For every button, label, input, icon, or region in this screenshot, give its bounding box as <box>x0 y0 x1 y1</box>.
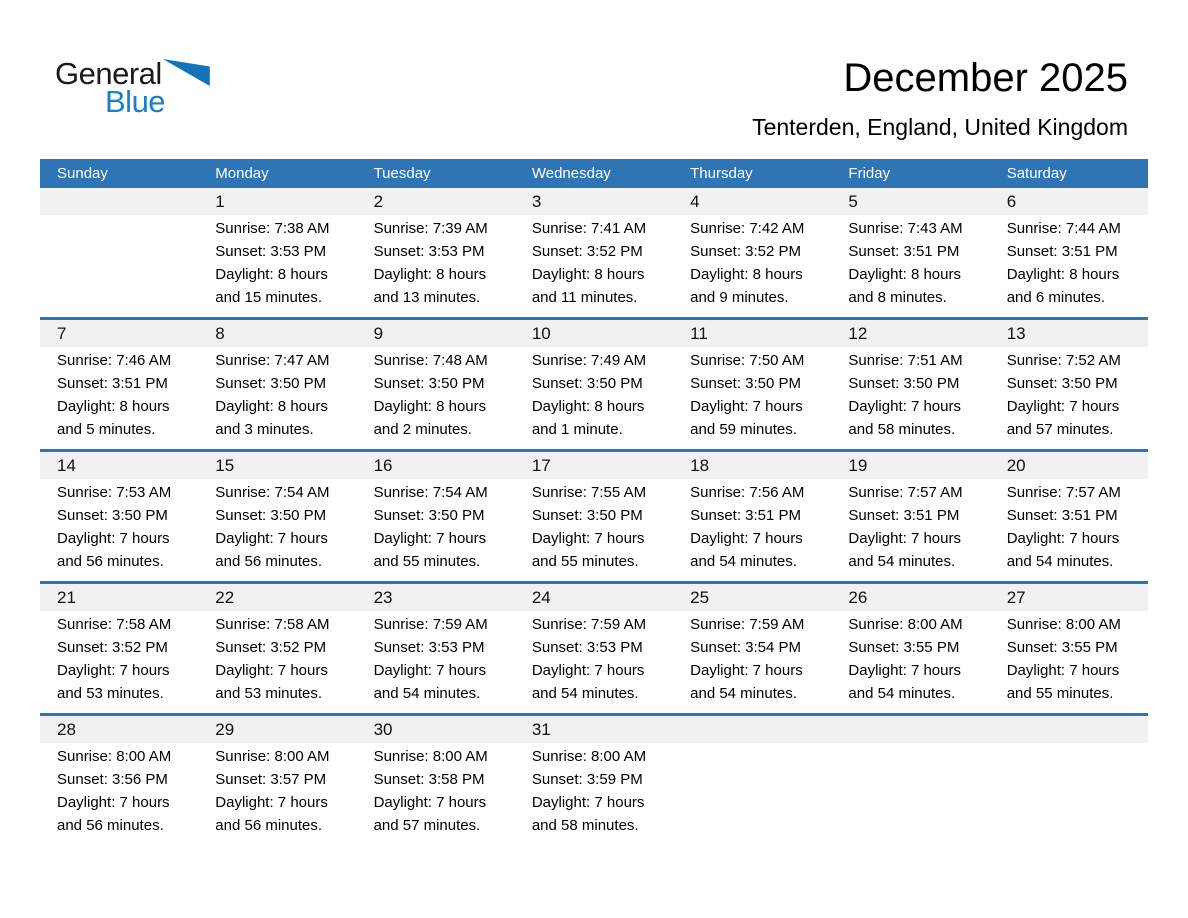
week-row <box>40 188 1148 317</box>
daylight-text-line1: Daylight: 8 hours <box>690 266 803 283</box>
sunset-text: Sunset: 3:50 PM <box>373 375 485 392</box>
sunset-text: Sunset: 3:50 PM <box>57 507 168 524</box>
daylight-text-line2: and 13 minutes. <box>373 289 481 306</box>
daylight-text-line2: and 54 minutes. <box>848 685 956 702</box>
weekday-header-saturday: Saturday <box>1006 165 1067 182</box>
sunset-text: Sunset: 3:56 PM <box>57 771 168 788</box>
day-number: 21 <box>57 588 76 607</box>
day-number: 1 <box>215 192 225 211</box>
daylight-text-line2: and 55 minutes. <box>531 553 639 570</box>
daylight-text-line1: Daylight: 7 hours <box>57 662 170 679</box>
daylight-text-line1: Daylight: 8 hours <box>373 398 487 415</box>
day-cell <box>515 479 673 581</box>
daylight-text-line2: and 54 minutes. <box>848 553 956 570</box>
sunrise-text: Sunrise: 7:58 AM <box>215 616 330 633</box>
day-cell <box>357 479 515 581</box>
daylight-text-line2: and 6 minutes. <box>1006 289 1106 306</box>
sunset-text: Sunset: 3:52 PM <box>531 243 643 260</box>
sunrise-text: Sunrise: 7:42 AM <box>690 220 805 237</box>
empty-day-cell <box>831 743 989 845</box>
daylight-text-line1: Daylight: 7 hours <box>690 398 803 415</box>
daylight-text-line2: and 58 minutes. <box>848 421 956 438</box>
day-cell <box>673 479 831 581</box>
day-number: 17 <box>531 456 551 475</box>
weekday-header-thursday: Thursday <box>690 165 753 182</box>
logo-text-blue: Blue <box>105 84 166 119</box>
empty-day-number <box>990 716 1148 743</box>
weekday-header-row <box>40 159 1148 188</box>
sunrise-text: Sunrise: 8:00 AM <box>57 748 172 765</box>
sunset-text: Sunset: 3:58 PM <box>373 771 485 788</box>
day-details-band <box>40 479 1148 581</box>
daylight-text-line2: and 53 minutes. <box>215 685 323 702</box>
day-number: 28 <box>57 720 76 739</box>
sunrise-text: Sunrise: 8:00 AM <box>215 748 330 765</box>
daylight-text-line1: Daylight: 8 hours <box>1006 266 1120 283</box>
sunrise-text: Sunrise: 7:52 AM <box>1006 352 1121 369</box>
empty-day-number <box>40 188 198 215</box>
sunset-text: Sunset: 3:53 PM <box>373 639 485 656</box>
day-number: 6 <box>1006 192 1017 211</box>
day-cell <box>515 743 673 845</box>
sunrise-text: Sunrise: 7:47 AM <box>215 352 330 369</box>
day-cell <box>198 215 356 317</box>
daylight-text-line1: Daylight: 7 hours <box>531 794 645 811</box>
day-number: 20 <box>1006 456 1026 475</box>
day-cell <box>990 479 1148 581</box>
daylight-text-line1: Daylight: 8 hours <box>215 266 328 283</box>
page-subtitle: Tenterden, England, United Kingdom <box>752 114 1128 140</box>
daylight-text-line1: Daylight: 7 hours <box>690 662 803 679</box>
daylight-text-line2: and 11 minutes. <box>531 289 638 306</box>
day-cell <box>673 215 831 317</box>
sunrise-text: Sunrise: 7:39 AM <box>373 220 488 237</box>
weekday-header-sunday: Sunday <box>57 165 108 182</box>
daylight-text-line1: Daylight: 8 hours <box>57 398 170 415</box>
daylight-text-line2: and 57 minutes. <box>373 817 481 834</box>
day-number: 16 <box>373 456 393 475</box>
general-blue-logo <box>55 58 210 117</box>
day-cell <box>831 479 989 581</box>
daylight-text-line1: Daylight: 7 hours <box>373 794 487 811</box>
empty-day-cell <box>40 215 198 317</box>
daylight-text-line1: Daylight: 7 hours <box>373 662 487 679</box>
sunrise-text: Sunrise: 7:44 AM <box>1006 220 1121 237</box>
daylight-text-line1: Daylight: 7 hours <box>531 662 645 679</box>
sunset-text: Sunset: 3:52 PM <box>215 639 327 656</box>
day-number: 31 <box>531 720 551 739</box>
week-row <box>40 713 1148 845</box>
sunrise-text: Sunrise: 7:59 AM <box>373 616 488 633</box>
daylight-text-line1: Daylight: 8 hours <box>215 398 328 415</box>
sunrise-text: Sunrise: 7:57 AM <box>1006 484 1121 501</box>
day-number: 27 <box>1006 588 1026 607</box>
sunset-text: Sunset: 3:55 PM <box>848 639 960 656</box>
day-number: 4 <box>690 192 700 211</box>
day-cell <box>40 743 198 845</box>
day-number: 12 <box>848 324 868 343</box>
sunrise-text: Sunrise: 7:53 AM <box>57 484 172 501</box>
daylight-text-line1: Daylight: 7 hours <box>57 794 170 811</box>
sunset-text: Sunset: 3:52 PM <box>690 243 802 260</box>
day-cell <box>990 215 1148 317</box>
sunset-text: Sunset: 3:52 PM <box>57 639 168 656</box>
day-cell <box>831 347 989 449</box>
daylight-text-line1: Daylight: 7 hours <box>848 662 961 679</box>
weeks-container <box>40 188 1148 845</box>
sunset-text: Sunset: 3:51 PM <box>848 243 960 260</box>
day-cell <box>673 611 831 713</box>
daylight-text-line1: Daylight: 7 hours <box>1006 530 1120 547</box>
daylight-text-line1: Daylight: 7 hours <box>215 794 328 811</box>
daylight-text-line2: and 55 minutes. <box>1006 685 1114 702</box>
daylight-text-line1: Daylight: 7 hours <box>215 662 328 679</box>
day-number-band <box>40 584 1148 611</box>
sunset-text: Sunset: 3:50 PM <box>531 507 643 524</box>
weekday-header-wednesday: Wednesday <box>531 165 611 182</box>
sunset-text: Sunset: 3:50 PM <box>1006 375 1118 392</box>
logo-triangle-icon <box>163 59 210 86</box>
day-number: 18 <box>690 456 710 475</box>
day-cell <box>40 611 198 713</box>
day-number: 26 <box>848 588 868 607</box>
day-details-band <box>40 215 1148 317</box>
daylight-text-line1: Daylight: 7 hours <box>690 530 803 547</box>
day-number: 29 <box>215 720 235 739</box>
day-cell <box>198 479 356 581</box>
daylight-text-line2: and 56 minutes. <box>57 817 164 834</box>
day-cell <box>673 347 831 449</box>
week-row <box>40 581 1148 713</box>
day-cell <box>831 215 989 317</box>
sunrise-text: Sunrise: 8:00 AM <box>1006 616 1121 633</box>
day-details-band <box>40 611 1148 713</box>
day-number: 13 <box>1006 324 1026 343</box>
day-cell <box>357 743 515 845</box>
daylight-text-line1: Daylight: 7 hours <box>215 530 328 547</box>
page-title: December 2025 <box>843 56 1128 100</box>
daylight-text-line2: and 8 minutes. <box>848 289 947 306</box>
empty-day-number <box>831 716 989 743</box>
weekday-header-friday: Friday <box>848 165 891 182</box>
daylight-text-line1: Daylight: 7 hours <box>1006 398 1120 415</box>
empty-day-cell <box>990 743 1148 845</box>
sunset-text: Sunset: 3:55 PM <box>1006 639 1118 656</box>
calendar-table <box>40 159 1148 845</box>
weekday-header-tuesday: Tuesday <box>373 165 431 182</box>
day-number: 8 <box>215 324 225 343</box>
sunrise-text: Sunrise: 7:58 AM <box>57 616 172 633</box>
sunrise-text: Sunrise: 7:41 AM <box>531 220 647 237</box>
day-cell <box>357 611 515 713</box>
sunrise-text: Sunrise: 7:50 AM <box>690 352 805 369</box>
daylight-text-line2: and 57 minutes. <box>1006 421 1114 438</box>
sunset-text: Sunset: 3:53 PM <box>373 243 485 260</box>
sunrise-text: Sunrise: 7:48 AM <box>373 352 488 369</box>
day-number: 24 <box>531 588 551 607</box>
daylight-text-line2: and 54 minutes. <box>531 685 639 702</box>
sunset-text: Sunset: 3:54 PM <box>690 639 802 656</box>
day-number: 10 <box>531 324 551 343</box>
sunrise-text: Sunrise: 7:54 AM <box>373 484 488 501</box>
daylight-text-line2: and 54 minutes. <box>373 685 481 702</box>
day-number: 25 <box>690 588 710 607</box>
day-number: 19 <box>848 456 868 475</box>
sunset-text: Sunset: 3:50 PM <box>373 507 485 524</box>
sunset-text: Sunset: 3:51 PM <box>690 507 802 524</box>
day-cell <box>40 347 198 449</box>
daylight-text-line2: and 9 minutes. <box>690 289 789 306</box>
sunrise-text: Sunrise: 7:56 AM <box>690 484 805 501</box>
day-number: 7 <box>57 324 67 343</box>
day-cell <box>357 347 515 449</box>
sunrise-text: Sunrise: 8:00 AM <box>531 748 647 765</box>
sunrise-text: Sunrise: 7:43 AM <box>848 220 963 237</box>
day-details-band <box>40 347 1148 449</box>
daylight-text-line2: and 54 minutes. <box>690 553 797 570</box>
daylight-text-line2: and 56 minutes. <box>215 553 323 570</box>
sunset-text: Sunset: 3:53 PM <box>215 243 327 260</box>
day-cell <box>357 215 515 317</box>
day-number: 15 <box>215 456 235 475</box>
daylight-text-line2: and 3 minutes. <box>215 421 314 438</box>
daylight-text-line2: and 58 minutes. <box>531 817 639 834</box>
daylight-text-line1: Daylight: 8 hours <box>373 266 487 283</box>
daylight-text-line1: Daylight: 8 hours <box>848 266 961 283</box>
day-cell <box>40 479 198 581</box>
daylight-text-line1: Daylight: 7 hours <box>373 530 487 547</box>
sunset-text: Sunset: 3:57 PM <box>215 771 327 788</box>
day-cell <box>990 347 1148 449</box>
day-cell <box>198 743 356 845</box>
day-number: 5 <box>848 192 858 211</box>
day-number: 2 <box>373 192 384 211</box>
daylight-text-line2: and 2 minutes. <box>373 421 472 438</box>
day-number: 22 <box>215 588 235 607</box>
day-number-band <box>40 320 1148 347</box>
sunset-text: Sunset: 3:53 PM <box>531 639 643 656</box>
sunset-text: Sunset: 3:50 PM <box>531 375 643 392</box>
sunset-text: Sunset: 3:51 PM <box>1006 243 1118 260</box>
day-cell <box>198 347 356 449</box>
logo-text-general: General <box>55 56 162 91</box>
daylight-text-line2: and 15 minutes. <box>215 289 323 306</box>
sunrise-text: Sunrise: 7:46 AM <box>57 352 172 369</box>
sunrise-text: Sunrise: 7:59 AM <box>531 616 647 633</box>
title-block <box>752 56 1128 140</box>
sunrise-text: Sunrise: 7:49 AM <box>531 352 647 369</box>
daylight-text-line2: and 59 minutes. <box>690 421 797 438</box>
daylight-text-line2: and 1 minute. <box>531 421 623 438</box>
day-number: 14 <box>57 456 76 475</box>
empty-day-number <box>673 716 831 743</box>
sunset-text: Sunset: 3:59 PM <box>531 771 643 788</box>
day-details-band <box>40 743 1148 845</box>
sunset-text: Sunset: 3:50 PM <box>215 507 327 524</box>
empty-day-cell <box>673 743 831 845</box>
daylight-text-line1: Daylight: 7 hours <box>848 398 961 415</box>
sunset-text: Sunset: 3:51 PM <box>848 507 960 524</box>
daylight-text-line1: Daylight: 7 hours <box>57 530 170 547</box>
sunset-text: Sunset: 3:50 PM <box>690 375 802 392</box>
day-number: 11 <box>690 324 708 343</box>
daylight-text-line2: and 56 minutes. <box>57 553 164 570</box>
day-cell <box>198 611 356 713</box>
week-row <box>40 449 1148 581</box>
day-cell <box>990 611 1148 713</box>
day-number: 3 <box>531 192 542 211</box>
sunrise-text: Sunrise: 7:54 AM <box>215 484 330 501</box>
day-number-band <box>40 188 1148 215</box>
daylight-text-line2: and 5 minutes. <box>57 421 156 438</box>
day-cell <box>515 347 673 449</box>
daylight-text-line2: and 55 minutes. <box>373 553 481 570</box>
daylight-text-line1: Daylight: 7 hours <box>848 530 961 547</box>
daylight-text-line1: Daylight: 8 hours <box>531 266 645 283</box>
day-cell <box>515 611 673 713</box>
sunrise-text: Sunrise: 8:00 AM <box>848 616 963 633</box>
sunset-text: Sunset: 3:50 PM <box>848 375 960 392</box>
sunrise-text: Sunrise: 8:00 AM <box>373 748 488 765</box>
sunset-text: Sunset: 3:51 PM <box>1006 507 1118 524</box>
daylight-text-line1: Daylight: 7 hours <box>1006 662 1120 679</box>
sunset-text: Sunset: 3:50 PM <box>215 375 327 392</box>
weekday-header-monday: Monday <box>215 165 269 182</box>
daylight-text-line2: and 54 minutes. <box>690 685 797 702</box>
week-row <box>40 317 1148 449</box>
sunrise-text: Sunrise: 7:51 AM <box>848 352 963 369</box>
daylight-text-line2: and 53 minutes. <box>57 685 164 702</box>
sunrise-text: Sunrise: 7:38 AM <box>215 220 330 237</box>
day-number-band <box>40 452 1148 479</box>
daylight-text-line2: and 54 minutes. <box>1006 553 1114 570</box>
sunrise-text: Sunrise: 7:55 AM <box>531 484 647 501</box>
daylight-text-line1: Daylight: 8 hours <box>531 398 645 415</box>
sunrise-text: Sunrise: 7:57 AM <box>848 484 963 501</box>
day-number: 23 <box>373 588 393 607</box>
day-number: 9 <box>373 324 384 343</box>
sunrise-text: Sunrise: 7:59 AM <box>690 616 805 633</box>
daylight-text-line1: Daylight: 7 hours <box>531 530 645 547</box>
daylight-text-line2: and 56 minutes. <box>215 817 323 834</box>
day-number: 30 <box>373 720 393 739</box>
day-cell <box>831 611 989 713</box>
day-number-band <box>40 716 1148 743</box>
day-cell <box>515 215 673 317</box>
sunset-text: Sunset: 3:51 PM <box>57 375 168 392</box>
